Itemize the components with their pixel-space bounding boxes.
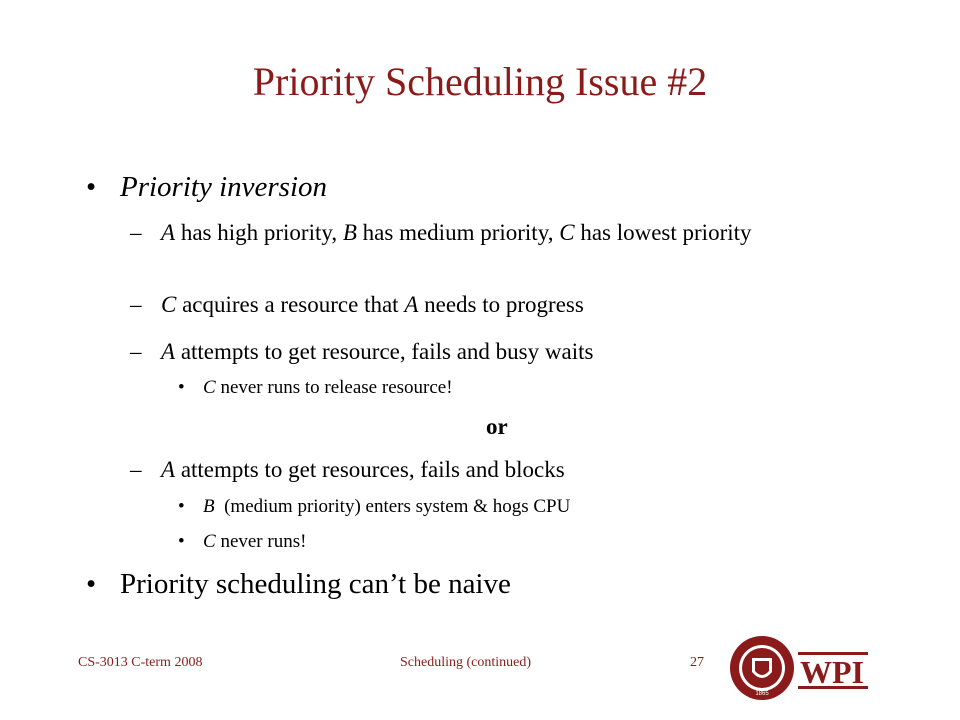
wpi-seal-icon [730, 636, 794, 700]
text-run: has medium priority, [356, 220, 560, 245]
footer-page-number: 27 [690, 655, 704, 670]
sub-item-text [161, 219, 821, 247]
slide-title: Priority Scheduling Issue #2 [252, 59, 708, 104]
process-a: A [404, 292, 419, 317]
sub-sub-item-text [203, 377, 453, 399]
bullet-marker: • [86, 568, 97, 600]
process-a: A [161, 220, 176, 245]
dash-marker: – [130, 339, 142, 364]
text-run: never runs to release resource! [215, 377, 453, 398]
process-a: A [161, 339, 176, 364]
text-run: never runs! [215, 531, 307, 552]
sub-item-text [161, 338, 821, 366]
bullet-marker: • [86, 171, 97, 203]
dash-marker: – [130, 457, 142, 482]
footer-course: CS-3013 C-term 2008 [78, 655, 203, 670]
process-c: C [161, 292, 177, 317]
text-run: acquires a resource that [176, 292, 405, 317]
wpi-wordmark: WPI [800, 654, 864, 690]
dash-marker: – [130, 292, 142, 317]
bullet-marker: • [178, 531, 185, 552]
process-b: B [203, 496, 215, 517]
seal-year: 1865 [755, 691, 769, 697]
footer-topic: Scheduling (continued) [400, 655, 532, 670]
text-run: attempts to get resource, fails and busy waits [175, 339, 594, 364]
sub-item-text [161, 456, 821, 484]
bullet-text: Priority scheduling can’t be naive [120, 568, 511, 600]
bullet-marker: • [178, 496, 185, 517]
process-c: C [559, 220, 575, 245]
process-a: A [161, 457, 176, 482]
bullet-text: Priority inversion [120, 171, 328, 203]
text-run: has high priority, [175, 220, 343, 245]
wpi-logo-graphic [728, 632, 868, 704]
or-separator: or [486, 414, 508, 439]
dash-marker: – [130, 220, 142, 245]
text-run: (medium priority) enters system & hogs CPU [214, 496, 571, 517]
process-c: C [203, 531, 216, 552]
wpi-logo [728, 632, 868, 709]
sub-item-text [161, 291, 821, 319]
process-c: C [203, 377, 216, 398]
process-b: B [342, 220, 357, 245]
text-run: has lowest priority [574, 220, 752, 245]
text-run: needs to progress [418, 292, 584, 317]
text-run: attempts to get resources, fails and blocks [175, 457, 565, 482]
bullet-marker: • [178, 377, 185, 398]
sub-sub-item-text [203, 496, 570, 518]
sub-sub-item-text [203, 531, 306, 553]
